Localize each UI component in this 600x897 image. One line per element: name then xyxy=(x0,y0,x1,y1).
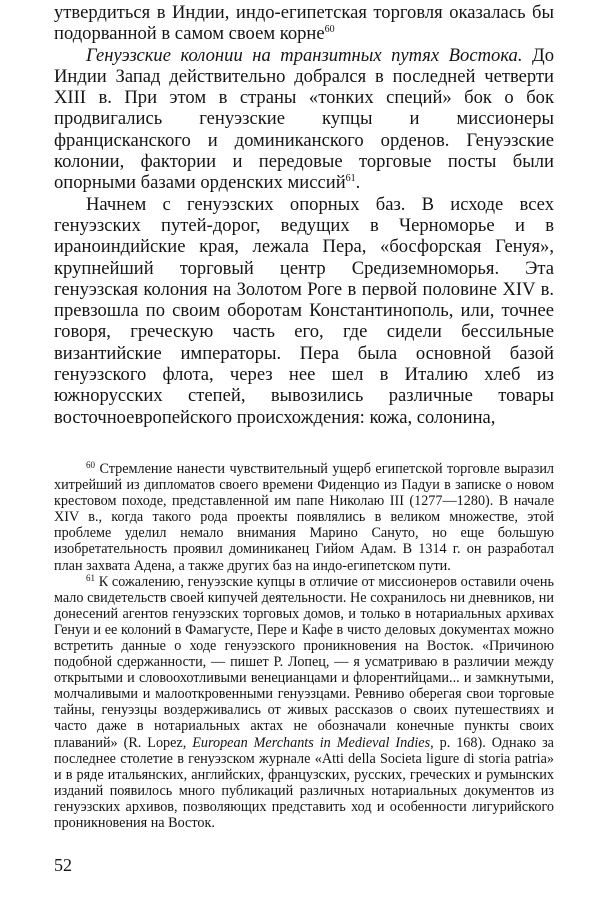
footnote-ref-61: 61 xyxy=(345,173,356,185)
paragraph-1-text: утвердиться в Индии, индо-египетская торговля оказалась бы подорванной в самом своем корне xyxy=(54,2,554,45)
footnote-60 xyxy=(54,461,554,574)
footnote-ref-60: 60 xyxy=(324,24,335,36)
footnotes xyxy=(54,461,554,831)
footnote-61 xyxy=(54,574,554,832)
page-number: 52 xyxy=(54,855,72,875)
footnote-61-text-before: К сожалению, генуэзские купцы в отличие от миссионеров оставили очень мало свидетельств своей кипучей деятельности. Не сохранилось ни дневников, ни донесений агентов генуэзских торговых домов, и только в нотариальных архивах Генуи и ее колоний в Фамагусте, Пере и Кафе в чисто деловых документах можно встретить данные о ходе генуэзского проникновения на Восток. «Причиною подобной сдержанности, — пишет Р. Лопец, — я усматриваю в различии между открытыми и словоохотливыми венецианцами и флорентийцами... и замкнутыми, молчаливыми и малооткровенными генуэзцами. Ревниво оберегая свои торговые тайны, генуэзцы воздерживались от живых рассказов о своих путешествиях и часто даже в нотариальных актах не обозначали конечные пункты своих плаваний» (R. Lopez, xyxy=(54,573,554,751)
footnote-61-number: 61 xyxy=(86,572,95,583)
paragraph-3-text: Начнем с генуэзских опорных баз. В исходе всех генуэзских путей-дорог, ведущих в Черноморье и в ираноиндийские края, лежала Пера, «босфорская Генуя», крупнейший торговый центр Средиземноморья. Эта генуэзская колония на Золотом Роге в первой половине XIV в. превзошла по своим оборотам Константинополь, или, точнее говоря, греческую часть его, где сидели бессильные византийские императоры. Пера была основной базой генуэзского флота, через нее шел в Италию хлеб из южнорусских степей, вывозились различные товары восточноевропейского происхождения: кожа, солонина, xyxy=(54,193,554,428)
paragraph-2: Генуэзские колонии на транзитных путях Востока. До Индии Запад действительно добрался в последней четверти XIII в. При этом в страны «тонких специй» бок о бок продвигались генуэзские купцы и миссионеры францисканского и доминиканского орденов. Генуэзские колонии, фактории и передовые торговые посты были опорными базами орденских миссий$^{61}$. xyxy=(54,44,554,194)
section-heading-genoese-colonies: Генуэзские колонии на транзитных путях Востока. xyxy=(86,44,523,66)
paragraph-3 xyxy=(54,194,554,428)
footnote-61-text-after: , p. 168). Однако за последнее столетие в генуэзском журнале «Atti della Societa ligure di storia patria» и в ряде итальянских, английских, французских, русских, греческих и румынских изданий появилось много публикаций различных нотариальных документов из генуэзских архивов, позволяющих представить ход и особенности лигурийского проникновения на Восток. xyxy=(54,734,554,831)
footnote-60-number: 60 xyxy=(86,459,95,470)
paragraph-2-text: До Индии Запад действительно добрался в последней четверти XIII в. При этом в страны «тонких специй» бок о бок продвигались генуэзские купцы и миссионеры францисканского и доминиканского орденов. Генуэзские колонии, фактории и передовые торговые посты были опорными базами орденских миссий xyxy=(54,44,554,194)
footnote-60-text: Стремление нанести чувствительный ущерб египетской торговле выразил хитрейший из дипломатов своего времени Фиденцио из Падуи в записке о новом крестовом походе, представленной им папе Николаю III (1277—1280). В начале XIV в., когда такого рода проекты появлялись в великом множестве, этой проблеме уделил немало внимания Марино Сануто, но еще большую изобретательность проявил доминиканец Гийом Адам. В 1314 г. он разработал план захвата Адена, а также других баз на индо-египетском пути. xyxy=(54,460,555,574)
paragraph-1 xyxy=(54,2,554,45)
footnote-61-cited-title: European Merchants in Medieval Indies xyxy=(192,734,431,751)
main-text xyxy=(54,2,554,428)
book-page xyxy=(54,2,554,831)
